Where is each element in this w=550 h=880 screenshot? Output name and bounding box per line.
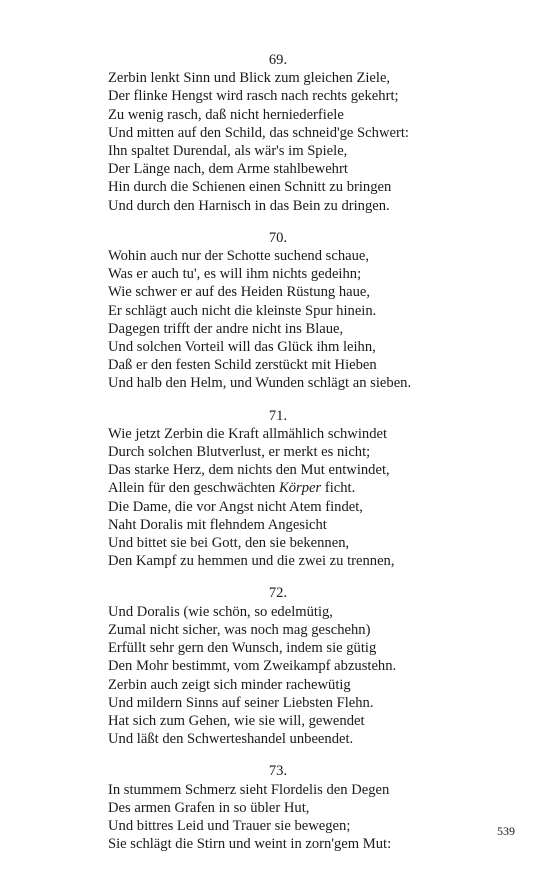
verse-line: Der flinke Hengst wird rasch nach rechts gekehrt; <box>108 88 399 105</box>
verse-line: Er schlägt auch nicht die kleinste Spur hinein. <box>108 302 377 319</box>
verse-line: Sie schlägt die Stirn und weint in zorn'gem Mut: <box>108 836 392 853</box>
stanza-number: 71. <box>268 407 288 424</box>
verse-line: Zu wenig rasch, daß nicht herniederfiele <box>108 106 344 123</box>
verse-line: Der Länge nach, dem Arme stahlbewehrt <box>108 161 348 178</box>
verse-line: Was er auch tu', es will ihm nichts gedeihn; <box>108 266 362 283</box>
verse-line: Zumal nicht sicher, was noch mag geschehn) <box>108 621 371 638</box>
stanza-number: 72. <box>268 585 288 602</box>
stanza <box>108 407 448 571</box>
poem-text <box>108 51 448 867</box>
verse-line: Und Doralis (wie schön, so edelmütig, <box>108 603 333 620</box>
verse-line: Und halb den Helm, und Wunden schlägt an sieben. <box>108 375 412 392</box>
verse-line-part: ficht. <box>321 480 356 497</box>
verse-line: Den Kampf zu hemmen und die zwei zu trennen, <box>108 553 395 570</box>
verse-line-part: Allein für den geschwächten <box>108 480 280 497</box>
verse-line: Wie schwer er auf des Heiden Rüstung haue, <box>108 284 371 301</box>
verse-line: Des armen Grafen in so übler Hut, <box>108 799 310 816</box>
verse-line: In stummem Schmerz sieht Flordelis den Degen <box>108 781 390 798</box>
verse-line: Und mildern Sinns auf seiner Liebsten Flehn. <box>108 694 374 711</box>
verse-line: Hat sich zum Gehen, wie sie will, gewendet <box>108 712 365 729</box>
stanza <box>108 51 448 215</box>
verse-line: Und bittres Leid und Trauer sie bewegen; <box>108 817 351 834</box>
verse-line: Ihn spaltet Durendal, als wär's im Spiele, <box>108 143 348 160</box>
stanza-number: 70. <box>268 229 288 246</box>
verse-line: Den Mohr bestimmt, vom Zweikampf abzustehn. <box>108 658 397 675</box>
verse-line: Und solchen Vorteil will das Glück ihm leihn, <box>108 339 376 356</box>
page-number: 539 <box>497 824 515 838</box>
verse-line: Wie jetzt Zerbin die Kraft allmählich schwindet <box>108 425 388 442</box>
verse-line: Und läßt den Schwerteshandel unbeendet. <box>108 731 354 748</box>
verse-line: Und durch den Harnisch in das Bein zu dringen. <box>108 197 390 214</box>
stanza <box>108 584 448 748</box>
verse-line: Erfüllt sehr gern den Wunsch, indem sie gütig <box>108 640 377 657</box>
verse-line: Und mitten auf den Schild, das schneid'ge Schwert: <box>108 124 409 141</box>
stanza-number: 73. <box>268 763 288 780</box>
verse-line: Durch solchen Blutverlust, er merkt es nicht; <box>108 444 371 461</box>
verse-line: Wohin auch nur der Schotte suchend schaue, <box>108 248 370 265</box>
verse-line: Die Dame, die vor Angst nicht Atem findet, <box>108 498 363 515</box>
verse-line: Zerbin auch zeigt sich minder rachewütig <box>108 676 351 693</box>
verse-line: Zerbin lenkt Sinn und Blick zum gleichen Ziele, <box>108 70 391 87</box>
verse-line: Daß er den festen Schild zerstückt mit Hieben <box>108 357 377 374</box>
stanza <box>108 762 448 853</box>
verse-line: Hin durch die Schienen einen Schnitt zu bringen <box>108 179 392 196</box>
emphasized-word: Körper <box>279 480 322 497</box>
verse-line: Naht Doralis mit flehndem Angesicht <box>108 516 327 533</box>
verse-line: Dagegen trifft der andre nicht ins Blaue, <box>108 320 344 337</box>
verse-line <box>108 479 448 497</box>
stanza-number: 69. <box>268 52 288 68</box>
verse-line: Und bittet sie bei Gott, den sie bekennen, <box>108 535 350 552</box>
verse-line: Das starke Herz, dem nichts den Mut entwindet, <box>108 462 390 479</box>
stanza <box>108 229 448 393</box>
